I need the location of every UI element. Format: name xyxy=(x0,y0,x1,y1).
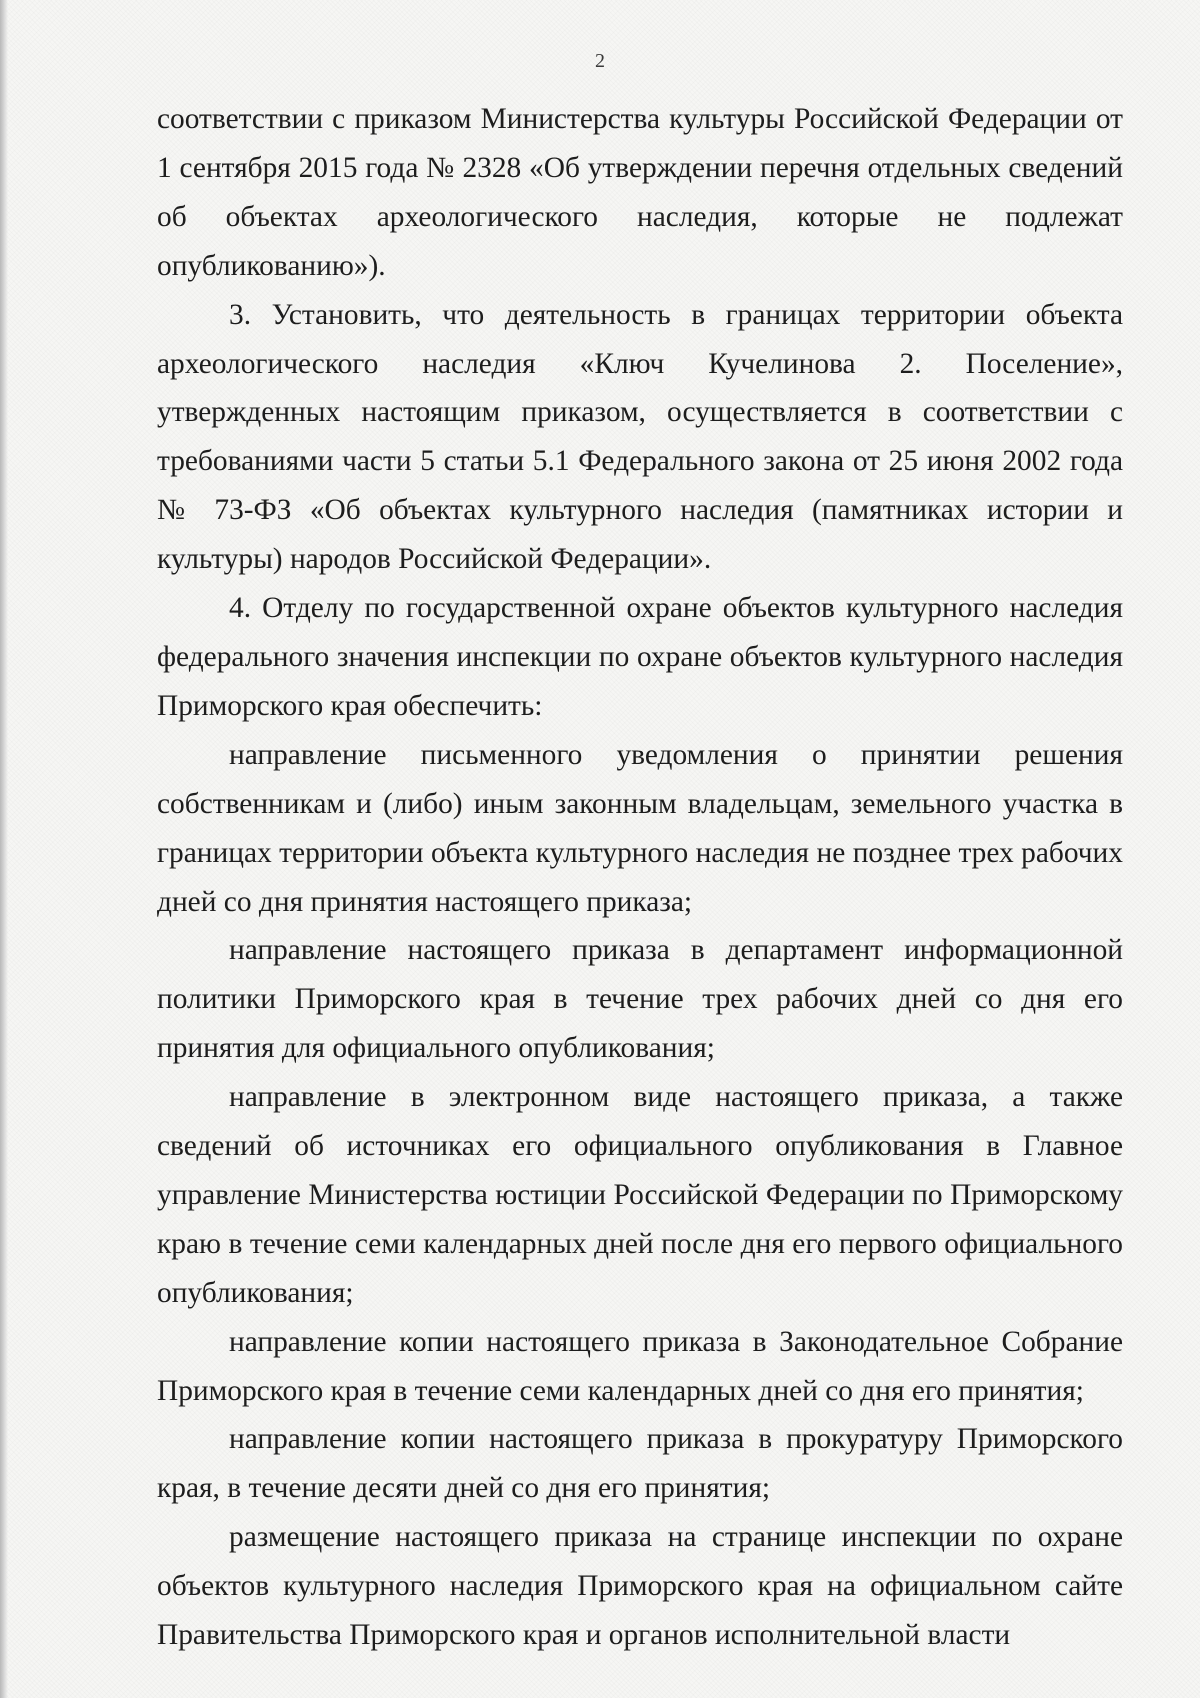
paragraph-website: размещение настоящего приказа на странице инспекции по охране объектов культурного наследия Приморского края на официальном сайте Правительства Приморского края и органов исполнительной власти xyxy=(157,1521,1123,1652)
paragraph-notification: направление письменного уведомления о принятии решения собственникам и (либо) иным законным владельцам, земельного участка в границах территории объекта культурного наследия не позднее трех рабочих дней со дня принятия настоящего приказа; xyxy=(157,738,1123,918)
paragraph-continuation: соответствии с приказом Министерства культуры Российской Федерации от 1 сентября 2015 года № 2328 «Об утверждении перечня отдельных сведений об объектах археологического наследия, которые не подлежат опубликованию»). xyxy=(157,103,1123,282)
document-body xyxy=(157,95,1123,1660)
paragraph-ministry-justice: направление в электронном виде настоящего приказа, а также сведений об источниках его официального опубликования в Главное управление Министерства юстиции Российской Федерации по Приморскому краю в течение семи календарных дней после дня его первого официального опубликования; xyxy=(157,1081,1123,1309)
scan-edge-shadow xyxy=(0,0,8,1698)
paragraph-item-3: 3. Установить, что деятельность в границах территории объекта археологического наследия «Ключ Кучелинова 2. Поселение», утвержденных настоящим приказом, осуществляется в соответствии с требованиями части 5 статьи 5.1 Федерального закона от 25 июня 2002 года № 73-ФЗ «Об объектах культурного наследия (памятниках истории и культуры) народов Российской Федерации». xyxy=(157,298,1123,576)
paragraph-info-policy: направление настоящего приказа в департамент информационной политики Приморского края в течение трех рабочих дней со дня его принятия для официального опубликования; xyxy=(157,934,1123,1065)
paragraph-item-4: 4. Отделу по государственной охране объектов культурного наследия федерального значения инспекции по охране объектов культурного наследия Приморского края обеспечить: xyxy=(157,592,1123,722)
paragraph-prosecutor: направление копии настоящего приказа в прокуратуру Приморского края, в течение десяти дней со дня его принятия; xyxy=(157,1423,1123,1505)
paragraph-legislative-assembly: направление копии настоящего приказа в Законодательное Собрание Приморского края в течение семи календарных дней со дня его принятия; xyxy=(157,1325,1123,1407)
page-number: 2 xyxy=(595,50,605,72)
